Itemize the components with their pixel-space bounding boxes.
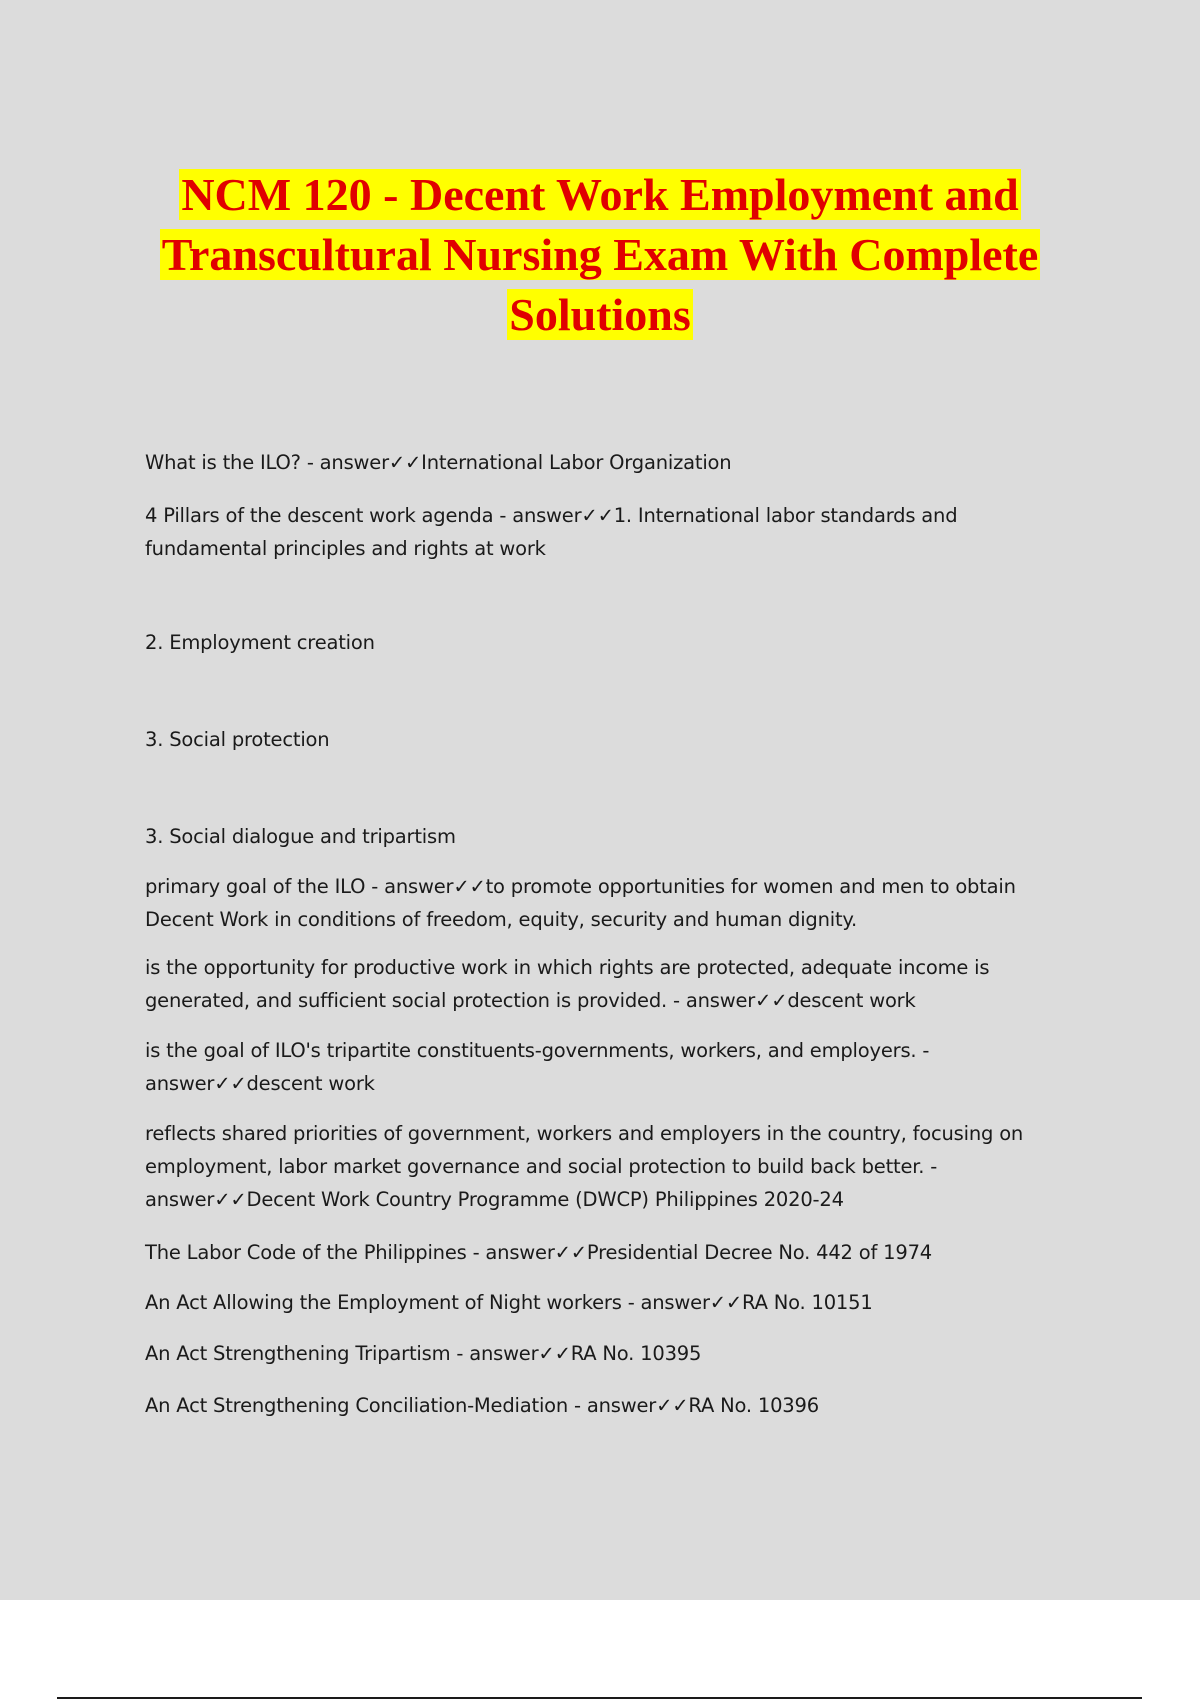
- title-line: Transcultural Nursing Exam With Complete: [161, 229, 1039, 280]
- qa-entry: An Act Strengthening Conciliation-Mediation - answer✓✓RA No. 10396: [145, 1394, 819, 1417]
- qa-entry: What is the ILO? - answer✓✓International Labor Organization: [145, 451, 732, 474]
- title-line: Solutions: [509, 289, 691, 340]
- qa-entry: is the opportunity for productive work in which rights are protected, adequate income is generated, and sufficient social protection is provided. - answer✓✓descent work: [145, 956, 990, 1012]
- qa-entry: primary goal of the ILO - answer✓✓to promote opportunities for women and men to obtain Decent Work in conditions of freedom, equity, security and human dignity.: [145, 875, 1016, 931]
- qa-entry: 3. Social protection: [145, 728, 330, 751]
- qa-entry: 2. Employment creation: [145, 631, 375, 654]
- qa-entry: is the goal of ILO's tripartite constituents-governments, workers, and employers. - answer✓✓descent work: [145, 1039, 930, 1095]
- title-line: NCM 120 - Decent Work Employment and: [181, 169, 1019, 220]
- qa-entry: An Act Strengthening Tripartism - answer✓✓RA No. 10395: [145, 1342, 702, 1365]
- qa-entry: 4 Pillars of the descent work agenda - answer✓✓1. International labor standards and fundamental principles and rights at work: [145, 504, 958, 560]
- qa-entry: reflects shared priorities of government, workers and employers in the country, focusing on employment, labor market governance and social protection to build back better. - answer✓✓Decent Work Country Programme (DWCP) Philippines 2020-24: [145, 1122, 1024, 1211]
- qa-entry: An Act Allowing the Employment of Night workers - answer✓✓RA No. 10151: [145, 1291, 873, 1314]
- qa-entry: The Labor Code of the Philippines - answer✓✓Presidential Decree No. 442 of 1974: [145, 1241, 932, 1264]
- document-title: [0, 165, 1200, 345]
- qa-entry: 3. Social dialogue and tripartism: [145, 825, 456, 848]
- footer-divider: [57, 1697, 1142, 1699]
